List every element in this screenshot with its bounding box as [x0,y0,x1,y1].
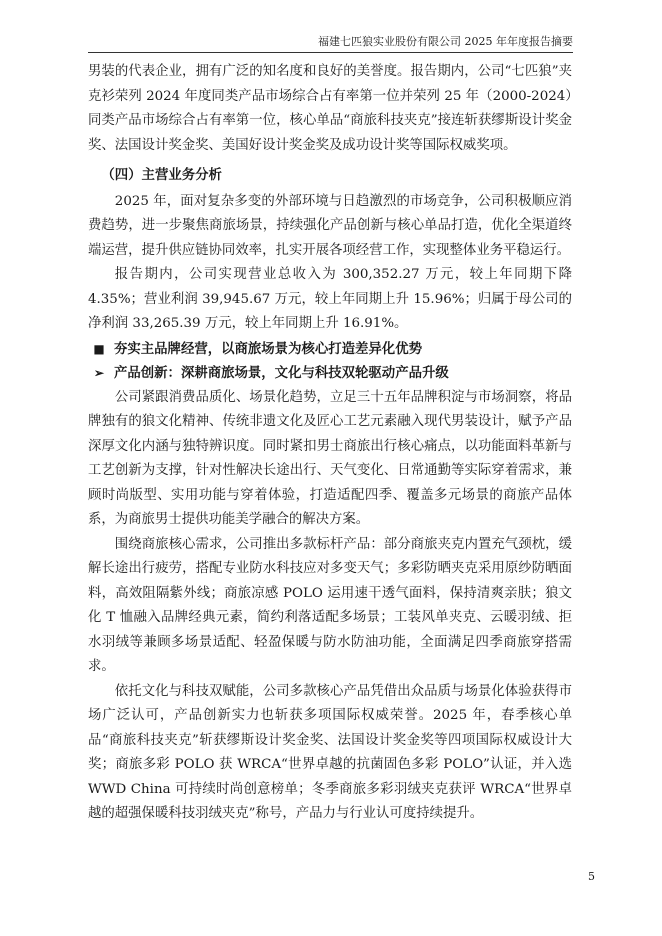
square-bullet-icon: ■ [93,341,105,356]
bullet-heading-main-brand [88,337,572,362]
bullet-heading-main-brand-text: 夯实主品牌经营，以商旅场景为核心打造差异化优势 [114,340,422,357]
page-header [88,35,573,53]
arrow-bullet-icon: ➢ [93,366,105,380]
paragraph-awards: 依托文化与科技双赋能，公司多款核心产品凭借出众品质与场景化体验获得市场广泛认可，产品创新实力也斩获多项国际权威荣誉。2025 年，春季核心单品“商旅科技夹克”斩获缪斯设计奖金奖、法国设计奖金奖等四项国际权威设计大奖；商旅多彩 POLO 获 WRCA“世界卓越的抗菌固色多彩 POLO”认证，并入选 WWD China 可持续时尚创意榜单；冬季商旅多彩羽绒夹克获评 WRCA“世界卓越的超强保暖科技羽绒夹克”称号，产品力与行业认可度持续提升。 [88,683,572,821]
section-title: （四）主营业务分析 [101,167,222,183]
paragraph-financials: 报告期内，公司实现营业总收入为 300,352.27 万元，较上年同期下降 4.35%；营业利润 39,945.67 万元，较上年同期上升 15.96%；归属于母公司的净利润 33,265.39 万元，较上年同期上升 16.91%。 [88,267,572,331]
paragraph-intro-continuation: 男装的代表企业，拥有广泛的知名度和良好的美誉度。报告期内，公司“七匹狼”夹克衫荣列 2024 年度同类产品市场综合占有率第一位并荣列 25 年（2000-2024）同类产品市场综合占有率第一位，核心单品“商旅科技夹克”接连斩获缪斯设计奖金奖、法国设计奖金奖、美国好设计奖金奖及成功设计奖等国际权威奖项。 [88,64,572,153]
document-body [88,60,572,827]
paragraph-overview: 2025 年，面对复杂多变的外部环境与日趋激烈的市场竞争，公司积极顺应消费趋势，进一步聚焦商旅场景，持续强化产品创新与核心单品打造，优化全渠道终端运营，提升供应链协同效率，扎实开展各项经营工作，实现整体业务平稳运行。 [88,193,572,258]
page-number: 5 [588,870,595,883]
paragraph-product-strategy: 公司紧跟消费品质化、场景化趋势，立足三十五年品牌积淀与市场洞察，将品牌独有的狼文化精神、传统非遗文化及匠心工艺元素融入现代男装设计，赋予产品深厚文化内涵与独特辨识度。同时紧扣男士商旅出行核心痛点，以功能面料革新与工艺创新为支撑，针对性解决长途出行、天气变化、日常通勤等实际穿着需求，兼顾时尚版型、实用功能与穿着体验，打造适配四季、覆盖多元场景的商旅产品体系，为商旅男士提供功能美学融合的解决方案。 [88,389,572,527]
paragraph-benchmark-products: 围绕商旅核心需求，公司推出多款标杆产品：部分商旅夹克内置充气颈枕，缓解长途出行疲劳，搭配专业防水科技应对多变天气；多彩防晒夹克采用原纱防晒面料，高效阻隔紫外线；商旅凉感 POLO 运用速干透气面料，保持清爽亲肤；狼文化 T 恤融入品牌经典元素，简约利落适配多场景；工装风单夹克、云暖羽绒、拒水羽绒等兼顾多场景适配、轻盈保暖与防水防油功能，全面满足四季商旅穿搭需求。 [88,536,572,674]
bullet-heading-product-innovation [88,361,572,386]
bullet-heading-product-innovation-text: 产品创新：深耕商旅场景，文化与科技双轮驱动产品升级 [114,365,449,381]
header-title: 福建七匹狼实业股份有限公司 2025 年年度报告摘要 [318,35,573,48]
